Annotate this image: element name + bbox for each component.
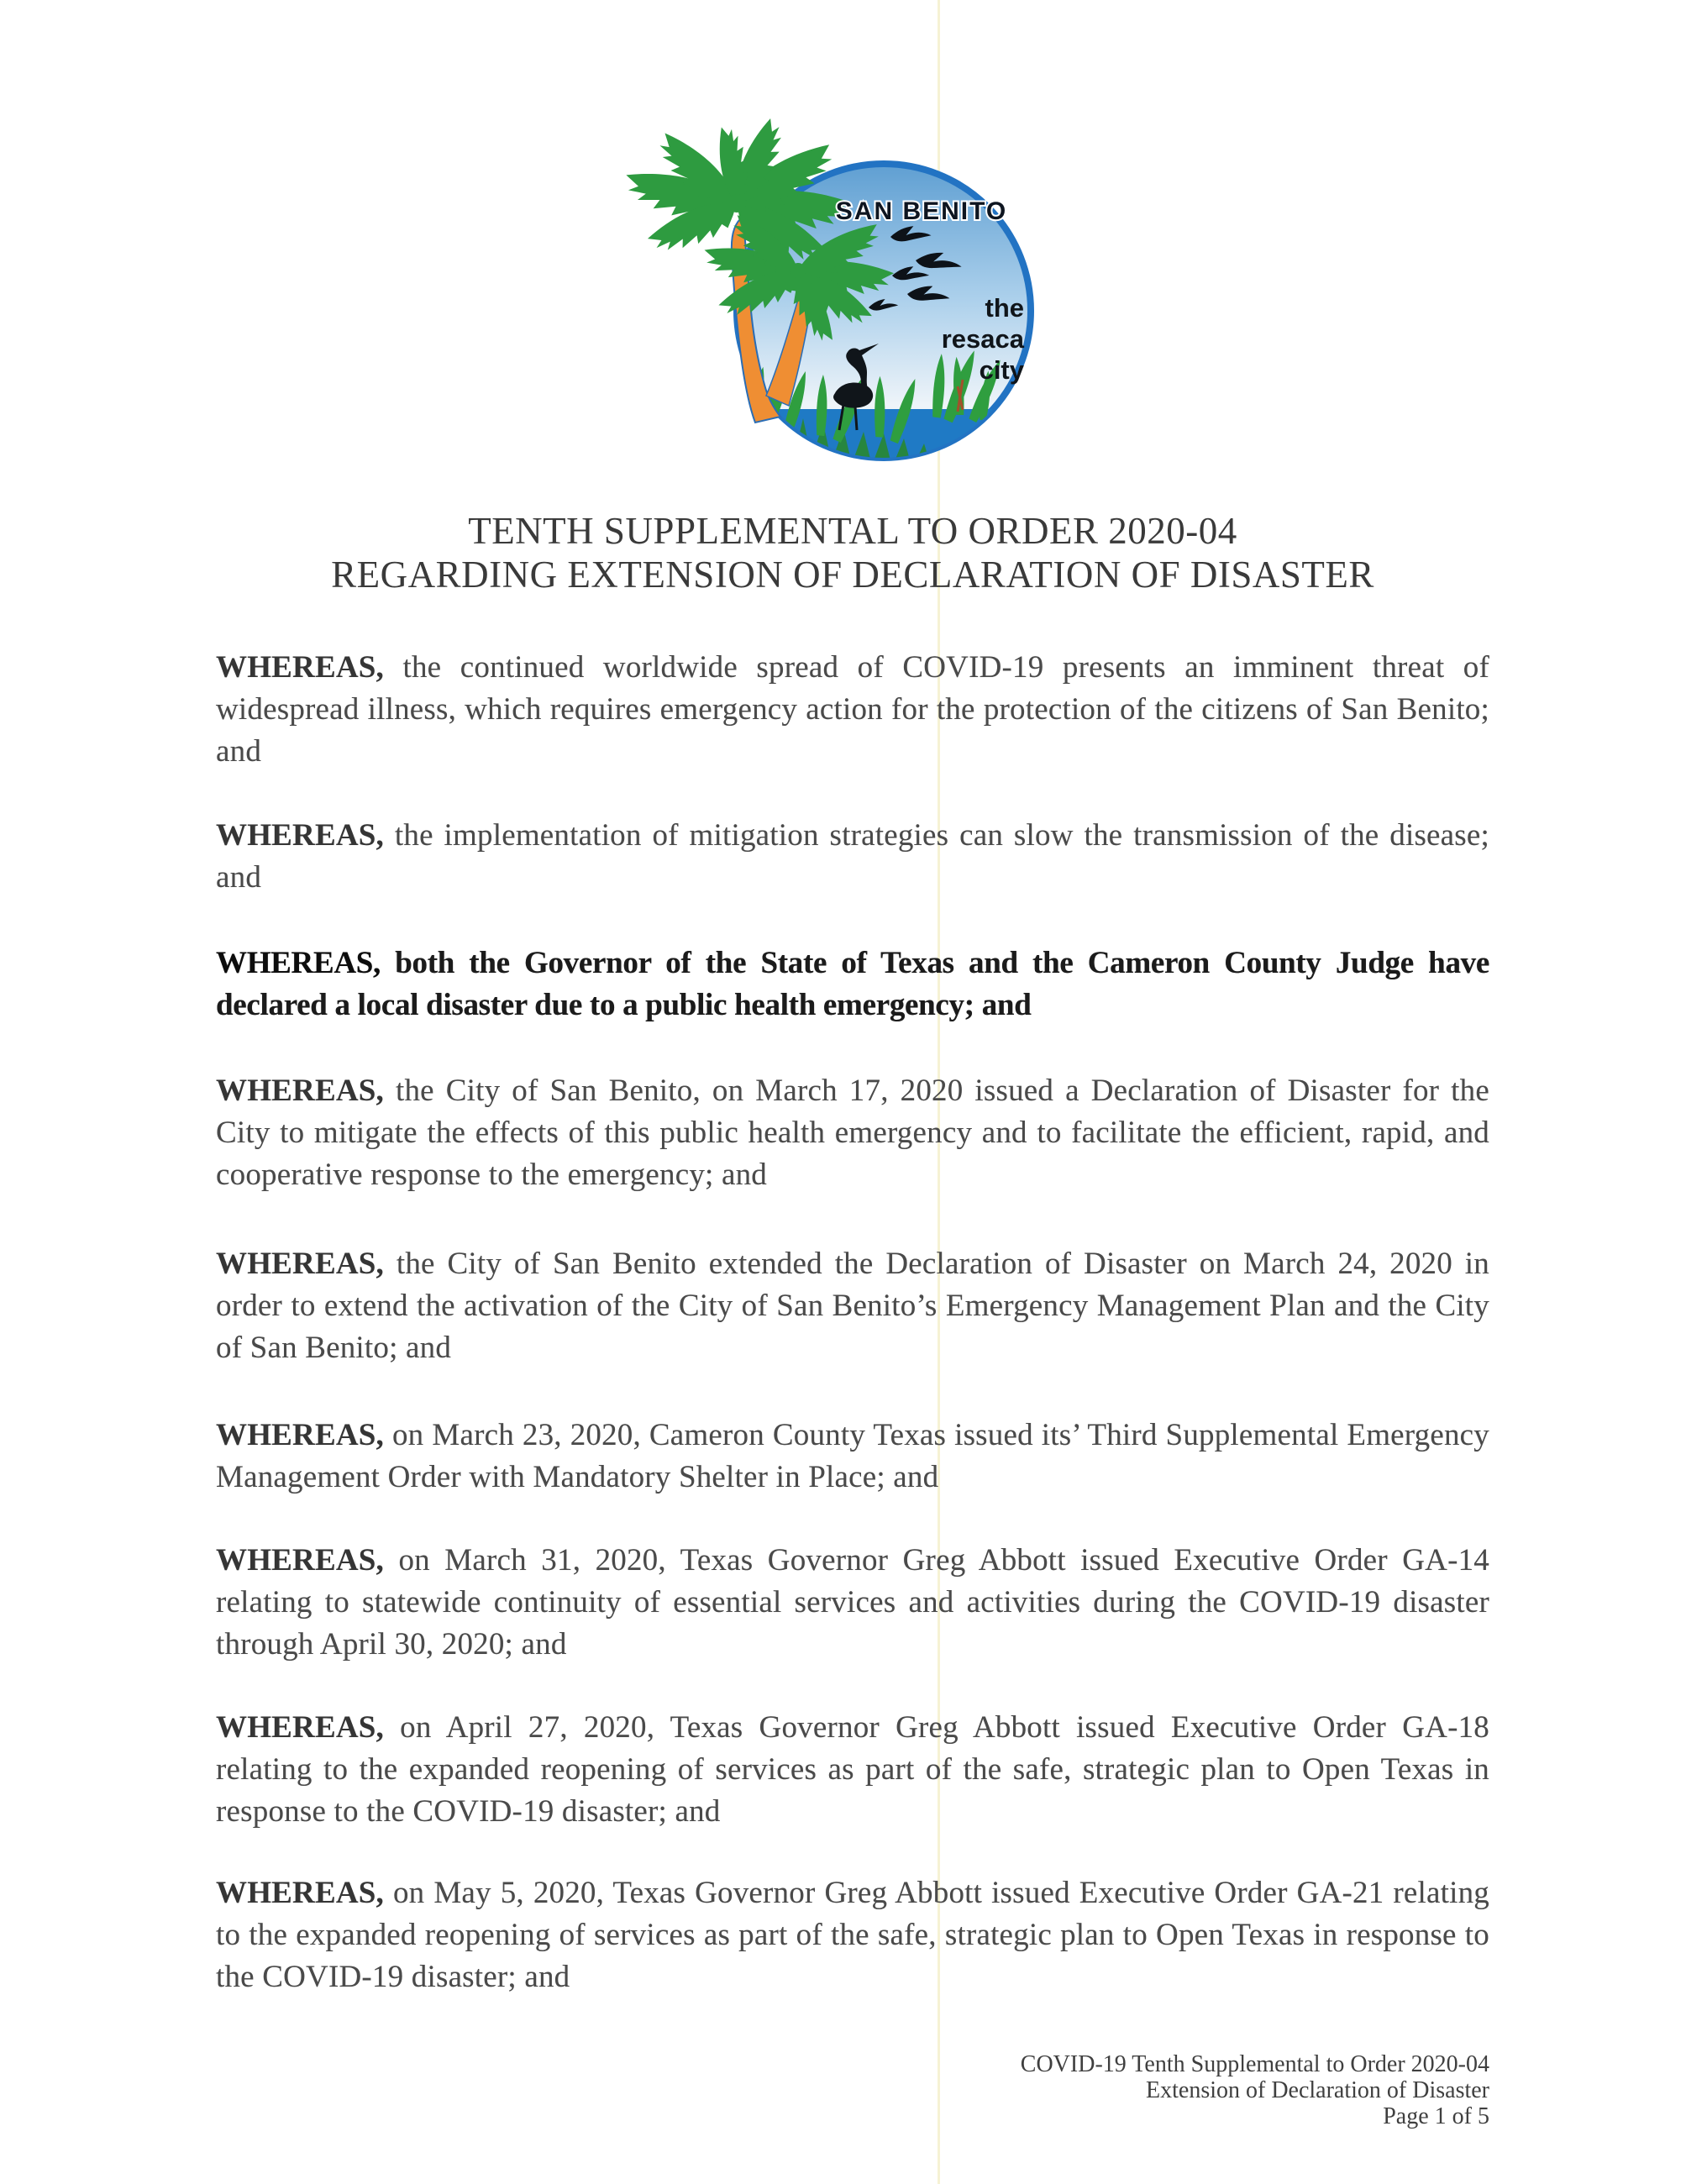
logo-tagline-line2: resaca xyxy=(941,324,1024,354)
whereas-text: on May 5, 2020, Texas Governor Greg Abbott issued Executive Order GA-21 relating to the expanded reopening of services as part of the safe, strategic plan to Open Texas in response to the COVID-19 disaster; and xyxy=(216,1876,1489,1994)
whereas-text: the continued worldwide spread of COVID-19 presents an imminent threat of widespread illness, which requires emergency action for the protection of the citizens of San Benito; and xyxy=(216,650,1489,769)
whereas-paragraph-6 xyxy=(216,1415,1489,1499)
whereas-lead: WHEREAS, xyxy=(216,1247,385,1281)
whereas-text: on March 31, 2020, Texas Governor Greg Abbott issued Executive Order GA-14 relating to statewide continuity of essential services and activities during the COVID-19 disaster through April 30, 2020; and xyxy=(216,1543,1489,1662)
whereas-paragraph-7 xyxy=(216,1540,1489,1666)
document-title-line1: TENTH SUPPLEMENTAL TO ORDER 2020-04 xyxy=(468,510,1237,552)
whereas-text: both the Governor of the State of Texas and the Cameron County Judge have declared a local disaster due to a public health emergency; and xyxy=(216,946,1489,1022)
whereas-lead: WHEREAS, xyxy=(216,1418,385,1452)
whereas-paragraph-3 xyxy=(216,942,1489,1026)
whereas-lead: WHEREAS, xyxy=(216,650,385,685)
whereas-paragraph-8 xyxy=(216,1707,1489,1833)
document-title xyxy=(216,509,1489,596)
whereas-lead: WHEREAS, xyxy=(216,1543,385,1578)
whereas-lead: WHEREAS, xyxy=(216,1876,385,1910)
city-logo xyxy=(623,109,1094,479)
whereas-paragraph-2 xyxy=(216,815,1489,899)
footer-document-subtitle: Extension of Declaration of Disaster xyxy=(1146,2077,1489,2103)
logo-city-name: SAN BENITO xyxy=(835,197,1008,225)
whereas-paragraph-1 xyxy=(216,647,1489,773)
whereas-lead: WHEREAS, xyxy=(216,1710,385,1745)
footer-document-id: COVID-19 Tenth Supplemental to Order 2020-04 xyxy=(1020,2051,1489,2077)
whereas-text: the City of San Benito extended the Declaration of Disaster on March 24, 2020 in order to extend the activation of the City of San Benito’s Emergency Management Plan and the City of San Benito; and xyxy=(216,1247,1489,1365)
whereas-text: on April 27, 2020, Texas Governor Greg Abbott issued Executive Order GA-18 relating to the expanded reopening of services as part of the safe, strategic plan to Open Texas in response to the COVID-19 disaster; and xyxy=(216,1710,1489,1829)
whereas-lead: WHEREAS, xyxy=(216,818,385,853)
city-seal-graphic xyxy=(623,109,1094,479)
whereas-lead: WHEREAS, xyxy=(216,946,381,980)
whereas-text: the City of San Benito, on March 17, 2020 issued a Declaration of Disaster for the City to mitigate the effects of this public health emergency and to facilitate the efficient, rapid, and cooperative response to the emergency; and xyxy=(216,1074,1489,1192)
whereas-lead: WHEREAS, xyxy=(216,1074,385,1108)
whereas-paragraph-4 xyxy=(216,1070,1489,1196)
whereas-paragraph-9 xyxy=(216,1872,1489,1998)
whereas-paragraph-5 xyxy=(216,1243,1489,1369)
logo-tagline-line3: city xyxy=(979,355,1024,385)
whereas-text: on March 23, 2020, Cameron County Texas issued its’ Third Supplemental Emergency Management Order with Mandatory Shelter in Place; and xyxy=(216,1418,1489,1494)
document-title-line2: REGARDING EXTENSION OF DECLARATION OF DISASTER xyxy=(331,554,1374,596)
footer-page-number: Page 1 of 5 xyxy=(1383,2103,1489,2129)
logo-tagline-line1: the xyxy=(985,293,1024,323)
whereas-text: the implementation of mitigation strategies can slow the transmission of the disease; and xyxy=(216,818,1489,895)
page-footer xyxy=(216,2051,1489,2129)
